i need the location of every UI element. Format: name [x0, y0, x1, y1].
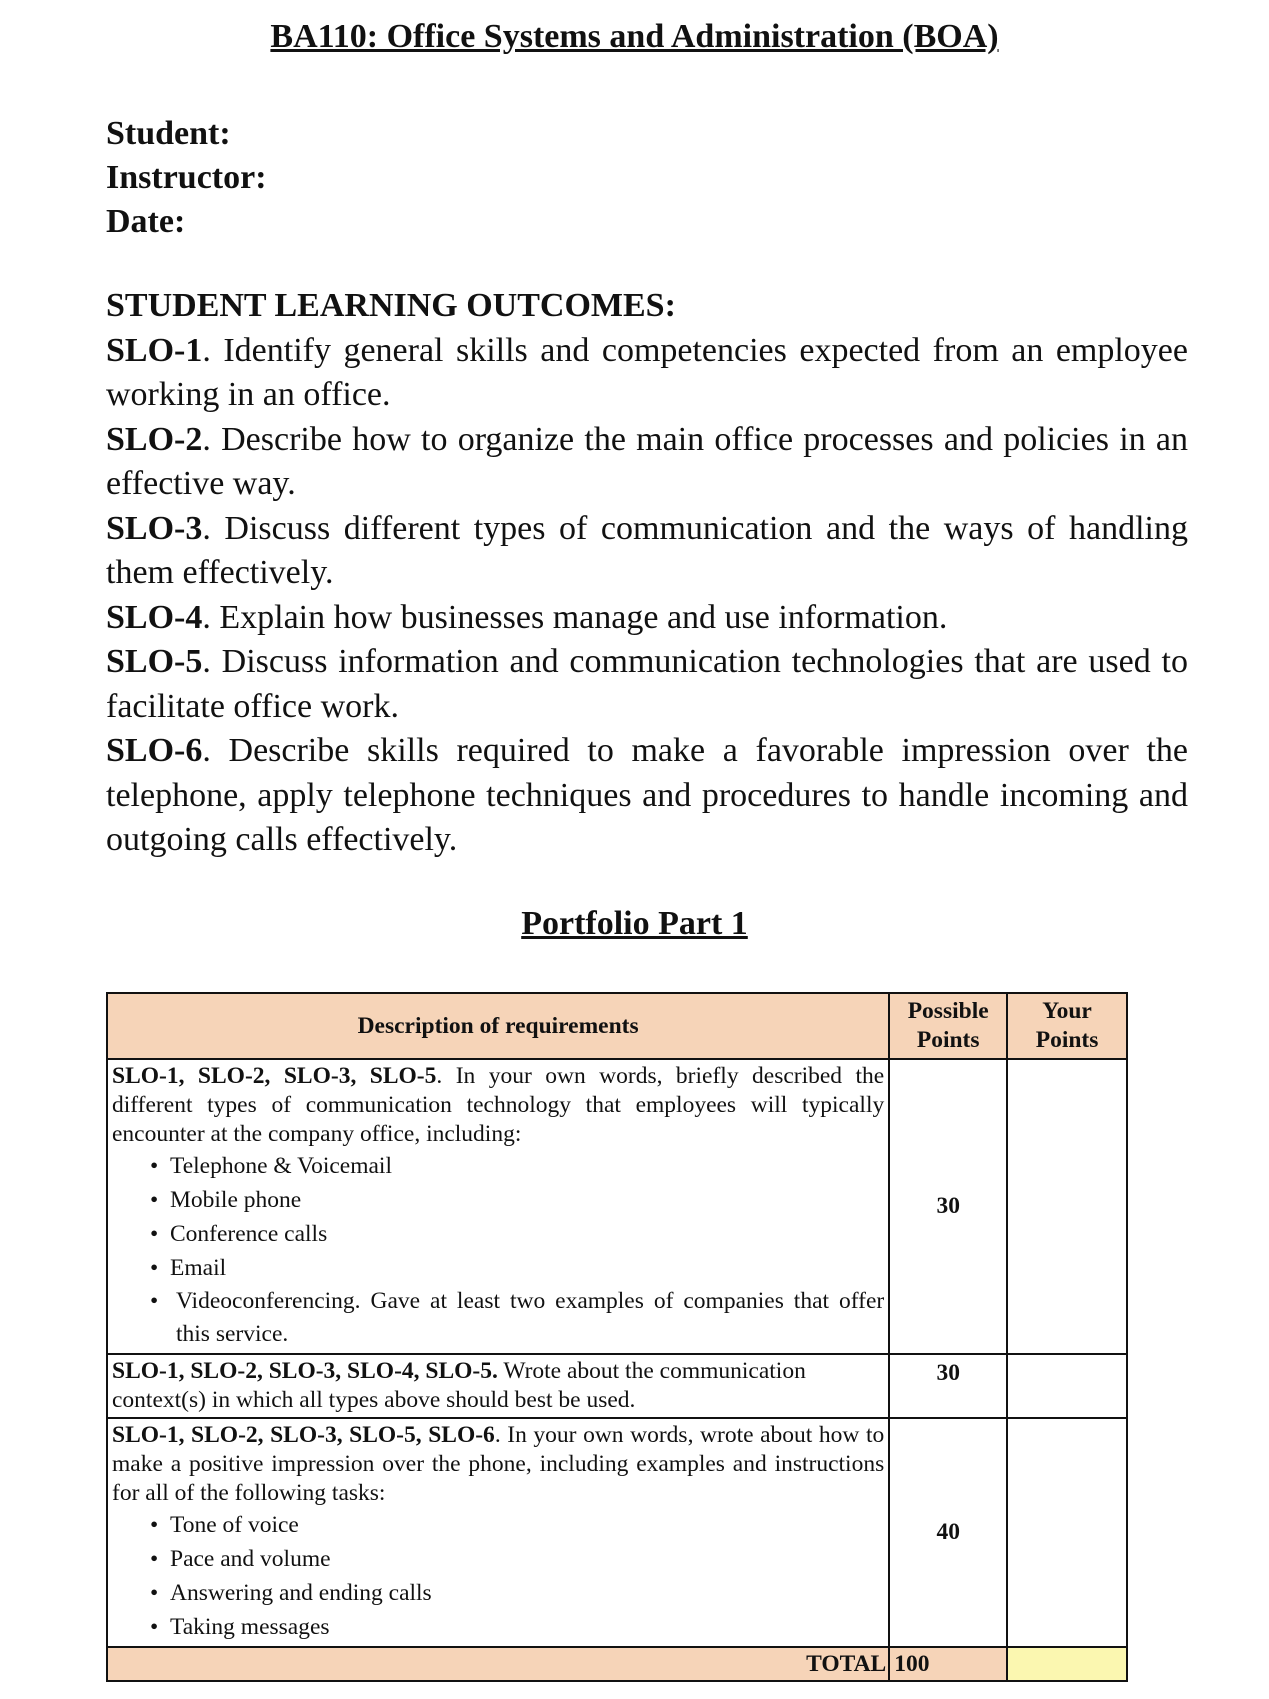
slo-text: . Describe how to organize the main office processes and policies in an effective way. — [106, 420, 1188, 502]
slo-item — [106, 640, 1188, 729]
requirement-body: Wrote about the communication context(s) in which all types above should best be used. — [112, 1358, 806, 1413]
slo-code: SLO-6 — [106, 732, 203, 769]
table-row — [107, 1418, 1127, 1647]
requirement-text — [112, 1421, 884, 1508]
slo-text: . Discuss information and communication technologies that are used to facilitate office work. — [106, 643, 1188, 725]
list-item: • Telephone & Voicemail — [150, 1149, 884, 1183]
requirement-bullets — [112, 1149, 884, 1351]
list-item: • Taking messages — [150, 1610, 884, 1644]
requirement-slos: SLO-1, SLO-2, SLO-3, SLO-4, SLO-5. — [112, 1358, 498, 1384]
total-label: TOTAL — [107, 1647, 889, 1681]
rubric-table — [106, 992, 1128, 1682]
requirement-slos: SLO-1, SLO-2, SLO-3, SLO-5 — [112, 1063, 437, 1089]
slo-text: . Describe skills required to make a favorable impression over the telephone, apply telephone techniques and procedures to handle incoming and outgoing calls effectively. — [106, 732, 1188, 858]
list-item: • Tone of voice — [150, 1508, 884, 1542]
date-label: Date: — [106, 203, 186, 240]
slo-item — [106, 729, 1188, 863]
learning-outcomes — [106, 284, 1188, 863]
your-points-cell[interactable] — [1007, 1418, 1127, 1647]
instructor-label: Instructor: — [106, 159, 267, 196]
slo-code: SLO-5 — [106, 643, 203, 680]
slo-text: . Discuss different types of communication and the ways of handling them effectively. — [106, 509, 1188, 591]
requirement-body: . In your own words, briefly described the different types of communication technology that employees will typically encounter at the company office, including: — [112, 1063, 885, 1147]
requirement-text — [112, 1062, 884, 1149]
list-item: • Answering and ending calls — [150, 1576, 884, 1610]
list-item: • Mobile phone — [150, 1183, 884, 1217]
list-item: • Pace and volume — [150, 1542, 884, 1576]
table-row — [107, 1354, 1127, 1418]
column-header-description: Description of requirements — [107, 993, 889, 1059]
column-header-possible-points: Possible Points — [889, 993, 1007, 1059]
total-row — [107, 1647, 1127, 1681]
list-item: • Videoconferencing. Gave at least two examples of companies that offer this service. — [150, 1285, 884, 1351]
your-points-cell[interactable] — [1007, 1354, 1127, 1418]
document-title: BA110: Office Systems and Administration (BOA) — [270, 18, 999, 55]
student-info — [106, 112, 267, 244]
column-header-your-points: Your Points — [1007, 993, 1127, 1059]
slo-item — [106, 329, 1188, 418]
portfolio-title: Portfolio Part 1 — [521, 905, 748, 942]
possible-points: 40 — [889, 1418, 1007, 1647]
slo-item — [106, 507, 1188, 596]
requirement-description — [107, 1354, 889, 1418]
student-label: Student: — [106, 115, 231, 152]
table-row — [107, 1059, 1127, 1354]
your-total-cell[interactable] — [1007, 1647, 1127, 1681]
possible-points: 30 — [889, 1059, 1007, 1354]
total-value: 100 — [889, 1647, 1007, 1681]
requirement-description — [107, 1418, 889, 1647]
slo-code: SLO-1 — [106, 331, 203, 369]
your-points-cell[interactable] — [1007, 1059, 1127, 1354]
slo-code: SLO-3 — [106, 509, 203, 547]
requirement-slos: SLO-1, SLO-2, SLO-3, SLO-5, SLO-6 — [112, 1422, 495, 1448]
slo-code: SLO-4 — [106, 598, 203, 636]
slo-text: . Identify general skills and competencies expected from an employee working in an office. — [106, 331, 1188, 413]
list-item: • Email — [150, 1251, 884, 1285]
table-header-row — [107, 993, 1127, 1059]
requirement-body: . In your own words, wrote about how to make a positive impression over the phone, including examples and instructions for all of the following tasks: — [112, 1422, 885, 1506]
requirement-bullets — [112, 1508, 884, 1644]
outcomes-heading: STUDENT LEARNING OUTCOMES: — [106, 287, 676, 324]
slo-item — [106, 596, 1188, 641]
list-item: • Conference calls — [150, 1217, 884, 1251]
requirement-description — [107, 1059, 889, 1354]
slo-code: SLO-2 — [106, 420, 203, 458]
slo-item — [106, 418, 1188, 507]
possible-points: 30 — [889, 1354, 1007, 1418]
requirement-text — [112, 1357, 884, 1415]
slo-text: . Explain how businesses manage and use information. — [202, 598, 948, 636]
